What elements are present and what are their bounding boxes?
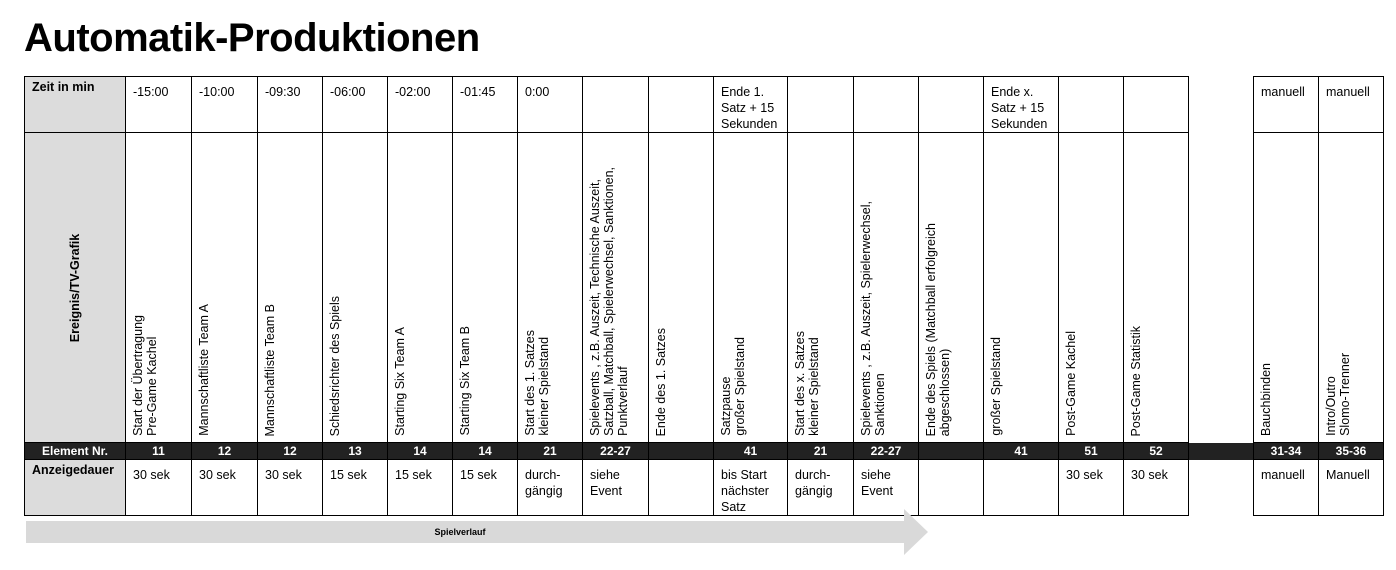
- column-6-element-cell: 14: [453, 443, 518, 460]
- column-9-time-cell: [649, 77, 714, 133]
- column-4-duration-cell: 15 sek: [323, 460, 388, 516]
- manual-column-2-element-cell: 35-36: [1319, 443, 1384, 460]
- column-10-event-cell: Satzpause großer Spielstand: [714, 133, 788, 443]
- manual-column-2-duration-cell: Manuell: [1319, 460, 1384, 516]
- column-8-element-cell: 22-27: [583, 443, 649, 460]
- column-11-event-cell: Start des x. Satzes kleiner Spielstand: [788, 133, 854, 443]
- column-5-event-cell: Starting Six Team A: [388, 133, 453, 443]
- column-11-element-cell: 21: [788, 443, 854, 460]
- manual-column-1-time-cell: manuell: [1254, 77, 1319, 133]
- column-gap: [1189, 77, 1254, 133]
- column-1-element-cell: 11: [126, 443, 192, 460]
- column-7-time-cell: 0:00: [518, 77, 583, 133]
- column-6-duration-cell: 15 sek: [453, 460, 518, 516]
- column-13-duration-cell: [919, 460, 984, 516]
- column-14-duration-cell: [984, 460, 1059, 516]
- column-16-duration-cell: 30 sek: [1124, 460, 1189, 516]
- column-15-time-cell: [1059, 77, 1124, 133]
- column-2-duration-cell: 30 sek: [192, 460, 258, 516]
- column-4-time-cell: -06:00: [323, 77, 388, 133]
- column-6-time-cell: -01:45: [453, 77, 518, 133]
- manual-column-2-time-cell: manuell: [1319, 77, 1384, 133]
- column-9-event-cell: Ende des 1. Satzes: [649, 133, 714, 443]
- column-1-time-cell: -15:00: [126, 77, 192, 133]
- column-15-event-cell: Post-Game Kachel: [1059, 133, 1124, 443]
- column-13-event-cell: Ende des Spiels (Matchball erfolgreich abgeschlossen): [919, 133, 984, 443]
- column-gap: [1189, 133, 1254, 443]
- column-14-event-cell: großer Spielstand: [984, 133, 1059, 443]
- arrow-label: Spielverlauf: [434, 527, 486, 537]
- column-9-element-cell: [649, 443, 714, 460]
- element-row-header: Element Nr.: [25, 443, 126, 460]
- column-10-time-cell: Ende 1. Satz + 15 Sekunden: [714, 77, 788, 133]
- column-6-event-cell: Starting Six Team B: [453, 133, 518, 443]
- column-8-event-cell: Spielevents , z.B. Auszeit, Technische Auszeit, Satzball, Matchball, Spielerwechsel, Sanktionen, Punktverlauf: [583, 133, 649, 443]
- column-16-event-cell: Post-Game Statistik: [1124, 133, 1189, 443]
- column-12-event-cell: Spielevents , z.B. Auszeit, Spielerwechsel, Sanktionen: [854, 133, 919, 443]
- element-row: [25, 443, 1384, 460]
- column-5-element-cell: 14: [388, 443, 453, 460]
- column-16-time-cell: [1124, 77, 1189, 133]
- manual-column-2-event-cell: Intro/Outro Slomo-Trenner: [1319, 133, 1384, 443]
- column-7-element-cell: 21: [518, 443, 583, 460]
- column-13-element-cell: [919, 443, 984, 460]
- column-13-time-cell: [919, 77, 984, 133]
- column-gap: [1189, 443, 1254, 460]
- column-7-event-cell: Start des 1. Satzes kleiner Spielstand: [518, 133, 583, 443]
- duration-row-header: Anzeigedauer: [25, 460, 126, 516]
- column-12-time-cell: [854, 77, 919, 133]
- column-15-element-cell: 51: [1059, 443, 1124, 460]
- page-title: Automatik-Produktionen: [24, 16, 480, 60]
- column-5-duration-cell: 15 sek: [388, 460, 453, 516]
- column-3-element-cell: 12: [258, 443, 323, 460]
- column-10-duration-cell: bis Start nächster Satz: [714, 460, 788, 516]
- column-8-time-cell: [583, 77, 649, 133]
- event-row-header: Ereignis/TV-Grafik: [25, 133, 126, 443]
- column-2-time-cell: -10:00: [192, 77, 258, 133]
- column-1-event-cell: Start der Übertragung Pre-Game Kachel: [126, 133, 192, 443]
- column-12-element-cell: 22-27: [854, 443, 919, 460]
- column-14-time-cell: Ende x. Satz + 15 Sekunden: [984, 77, 1059, 133]
- column-14-element-cell: 41: [984, 443, 1059, 460]
- production-table: [24, 76, 1384, 516]
- column-3-duration-cell: 30 sek: [258, 460, 323, 516]
- column-7-duration-cell: durch- gängig: [518, 460, 583, 516]
- column-16-element-cell: 52: [1124, 443, 1189, 460]
- column-9-duration-cell: [649, 460, 714, 516]
- column-4-event-cell: Schiedsrichter des Spiels: [323, 133, 388, 443]
- column-8-duration-cell: siehe Event: [583, 460, 649, 516]
- time-row: [25, 77, 1384, 133]
- production-table-wrapper: [24, 76, 1384, 516]
- manual-column-1-event-cell: Bauchbinden: [1254, 133, 1319, 443]
- manual-column-1-element-cell: 31-34: [1254, 443, 1319, 460]
- duration-row: [25, 460, 1384, 516]
- column-4-element-cell: 13: [323, 443, 388, 460]
- event-row: [25, 133, 1384, 443]
- column-15-duration-cell: 30 sek: [1059, 460, 1124, 516]
- column-3-time-cell: -09:30: [258, 77, 323, 133]
- column-gap: [1189, 460, 1254, 516]
- column-11-duration-cell: durch- gängig: [788, 460, 854, 516]
- column-10-element-cell: 41: [714, 443, 788, 460]
- column-1-duration-cell: 30 sek: [126, 460, 192, 516]
- column-5-time-cell: -02:00: [388, 77, 453, 133]
- column-2-element-cell: 12: [192, 443, 258, 460]
- column-11-time-cell: [788, 77, 854, 133]
- manual-column-1-duration-cell: manuell: [1254, 460, 1319, 516]
- column-3-event-cell: Mannschaftliste Team B: [258, 133, 323, 443]
- column-12-duration-cell: siehe Event: [854, 460, 919, 516]
- column-2-event-cell: Mannschaftliste Team A: [192, 133, 258, 443]
- time-row-header: Zeit in min: [25, 77, 126, 133]
